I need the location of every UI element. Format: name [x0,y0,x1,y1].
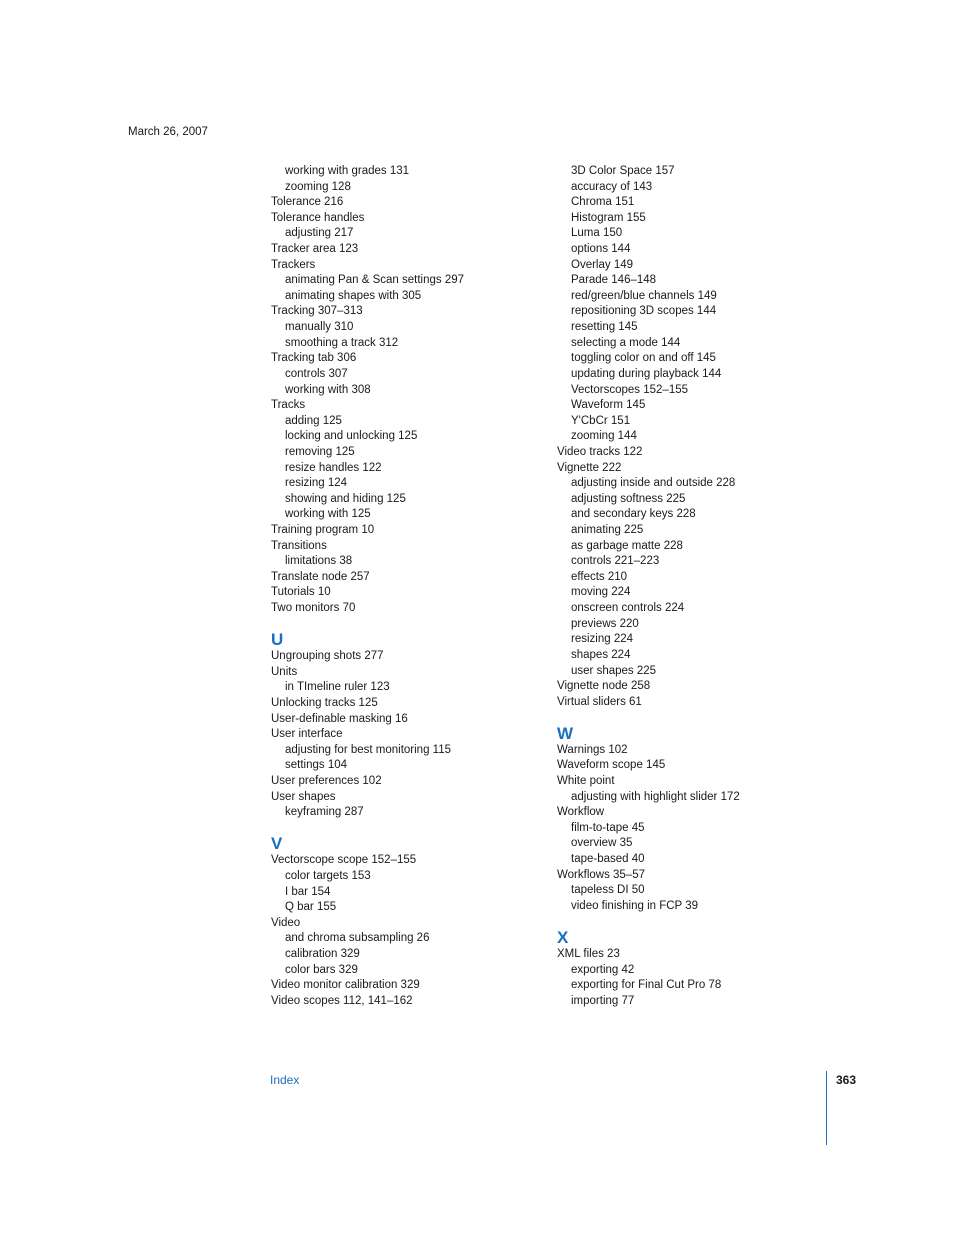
index-entry: Tolerance 216 [271,196,344,209]
index-subentry: animating 225 [571,524,644,537]
index-subentry: onscreen controls 224 [571,602,685,615]
index-subentry: Parade 146–148 [571,274,657,287]
index-subentry: adjusting with highlight slider 172 [571,790,740,803]
index-subentry: moving 224 [571,586,631,599]
index-subentry: overview 35 [571,837,633,850]
index-subentry: color bars 329 [285,963,358,976]
index-entry: Two monitors 70 [271,602,356,615]
index-subentry: Waveform 145 [571,399,646,412]
index-entry: User-definable masking 16 [271,712,408,725]
index-entry: Workflows 35–57 [557,868,645,881]
index-entry: Trackers [271,258,316,271]
index-subentry: smoothing a track 312 [285,336,399,349]
index-subentry: adjusting for best monitoring 115 [285,743,451,756]
index-subentry: manually 310 [285,321,354,334]
index-subentry: Chroma 151 [571,196,635,209]
index-subentry: Y'CbCr 151 [571,414,631,427]
index-entry: Units [271,665,298,678]
index-subentry: locking and unlocking 125 [285,430,418,443]
index-subentry: removing 125 [285,445,355,458]
index-subentry: importing 77 [571,994,635,1007]
index-entry: Tracking tab 306 [271,352,357,365]
index-subentry: calibration 329 [285,948,360,961]
index-entry: User shapes [271,790,336,803]
index-subentry: resize handles 122 [285,461,382,474]
index-section-letter: W [557,723,574,743]
index-section-letter: U [271,630,284,650]
index-subentry: controls 307 [285,367,348,380]
index-subentry: resetting 145 [571,321,638,334]
index-subentry: tapeless DI 50 [571,884,645,897]
index-entry: Tolerance handles [271,211,365,224]
index-entry: Waveform scope 145 [557,759,666,772]
index-entry: Workflow [557,806,605,819]
index-entry: Vignette node 258 [557,680,651,693]
index-entry: Ungrouping shots 277 [271,650,384,663]
index-entry: Vignette 222 [557,461,622,474]
index-subentry: settings 104 [285,759,348,772]
index-subentry: adjusting 217 [285,227,354,240]
index-subentry: shapes 224 [571,648,631,661]
index-subentry: animating Pan & Scan settings 297 [285,274,465,287]
index-entry: Tracking 307–313 [271,305,363,318]
index-subentry: Luma 150 [571,227,623,240]
index-subentry: Histogram 155 [571,211,646,224]
index-entry: Vectorscope scope 152–155 [271,854,417,867]
footer-section-label: Index [270,1073,300,1087]
index-entry: Unlocking tracks 125 [271,697,378,709]
index-subentry: working with 125 [285,508,371,521]
index-entry: User interface [271,728,343,741]
index-subentry: film-to-tape 45 [571,821,645,834]
index-entry: Video monitor calibration 329 [271,979,420,992]
index-subentry: showing and hiding 125 [285,492,406,505]
index-entry: XML files 23 [557,948,620,961]
index-subentry: effects 210 [571,570,628,583]
index-subentry: options 144 [571,243,631,256]
index-column-right [557,164,827,1009]
index-subentry: Q bar 155 [285,901,337,914]
index-entry: White point [557,775,615,788]
index-entry: Tutorials 10 [271,586,331,599]
index-subentry: user shapes 225 [571,664,657,677]
index-subentry: zooming 128 [285,180,351,193]
index-entry: Tracks [271,399,306,412]
index-entry: Virtual sliders 61 [557,695,642,708]
index-entry: Translate node 257 [271,570,370,583]
index-subentry: resizing 224 [571,633,634,646]
index-entry: Video tracks 122 [557,445,643,458]
index-entry: Tracker area 123 [271,243,359,256]
index-subentry: Vectorscopes 152–155 [571,383,689,396]
index-subentry: accuracy of 143 [571,180,653,193]
index-entry: Training program 10 [271,524,375,537]
index-entry: Video [271,916,301,929]
index-entry: Warnings 102 [557,743,628,756]
index-section-letter: X [557,928,569,948]
index-subentry: updating during playback 144 [571,367,722,380]
index-subentry: exporting for Final Cut Pro 78 [571,979,722,992]
index-subentry: zooming 144 [571,430,637,443]
index-subentry: working with grades 131 [285,165,410,177]
index-subentry: color targets 153 [285,869,371,882]
index-subentry: animating shapes with 305 [285,289,422,302]
index-subentry: resizing 124 [285,477,348,490]
index-subentry: adding 125 [285,414,342,427]
index-subentry: tape-based 40 [571,853,645,866]
index-subentry: adjusting inside and outside 228 [571,477,736,490]
footer-divider [826,1071,827,1145]
index-subentry: 3D Color Space 157 [571,165,675,177]
index-subentry: red/green/blue channels 149 [571,289,717,302]
index-subentry: previews 220 [571,617,639,630]
header-date: March 26, 2007 [128,126,208,138]
index-subentry: toggling color on and off 145 [571,352,716,365]
index-subentry: and chroma subsampling 26 [285,932,430,945]
index-subentry: repositioning 3D scopes 144 [571,305,717,318]
index-subentry: I bar 154 [285,885,331,898]
index-subentry: video finishing in FCP 39 [571,899,698,912]
index-entry: User preferences 102 [271,775,382,788]
index-subentry: limitations 38 [285,555,353,568]
index-subentry: and secondary keys 228 [571,508,696,521]
index-entry: Transitions [271,539,327,552]
page-number: 363 [836,1073,857,1087]
index-subentry: selecting a mode 144 [571,336,681,349]
index-subentry: Overlay 149 [571,258,634,271]
index-subentry: controls 221–223 [571,555,660,568]
index-subentry: exporting 42 [571,963,635,976]
index-section-letter: V [271,834,283,854]
index-subentry: in TImeline ruler 123 [285,681,390,694]
index-column-left [271,164,541,1009]
index-subentry: working with 308 [285,383,371,396]
index-subentry: adjusting softness 225 [571,492,686,505]
index-subentry: as garbage matte 228 [571,539,683,552]
index-subentry: keyframing 287 [285,806,364,819]
index-entry: Video scopes 112, 141–162 [271,994,413,1007]
